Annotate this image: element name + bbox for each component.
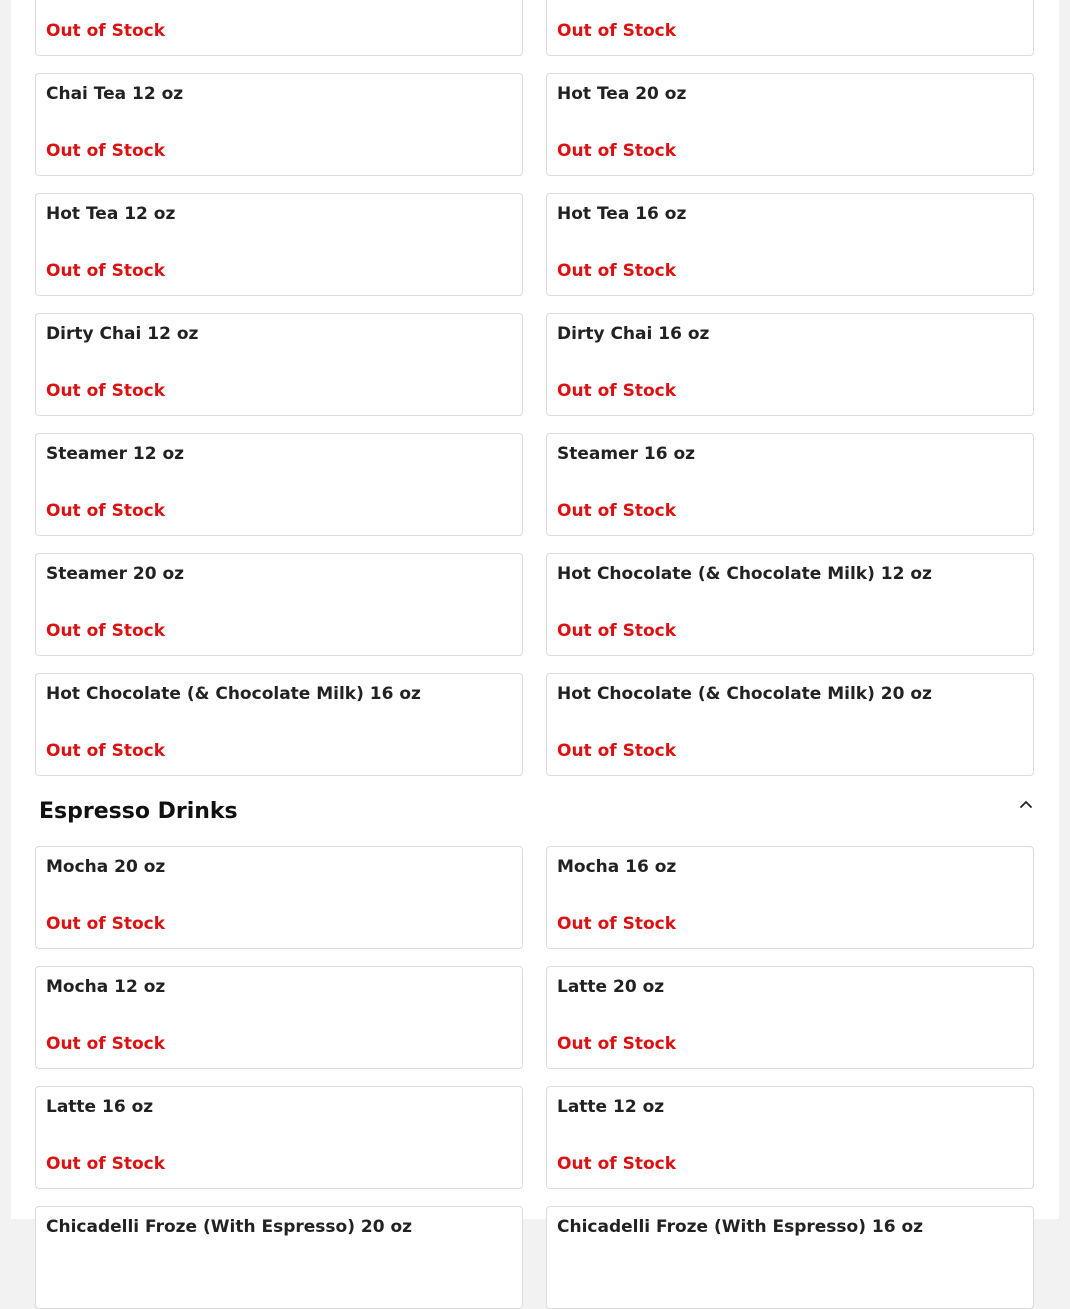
stock-status: Out of Stock [557, 1034, 677, 1054]
stock-status: Out of Stock [557, 741, 677, 761]
menu-item-name: Chicadelli Froze (With Espresso) 20 oz [46, 1217, 413, 1237]
stock-status: Out of Stock [557, 1154, 677, 1174]
menu-item-card[interactable] [546, 313, 1034, 416]
menu-item-name: Latte 20 oz [557, 977, 665, 997]
menu-item-card[interactable] [546, 673, 1034, 776]
section-title: Espresso Drinks [39, 798, 238, 824]
stock-status: Out of Stock [46, 621, 166, 641]
stock-status: Out of Stock [46, 381, 166, 401]
stock-status: Out of Stock [46, 914, 166, 934]
stock-status: Out of Stock [557, 621, 677, 641]
menu-item-card[interactable] [35, 553, 523, 656]
menu-item-card[interactable] [35, 0, 523, 56]
menu-item-name: Hot Tea 20 oz [557, 84, 687, 104]
stock-status: Out of Stock [46, 501, 166, 521]
menu-grid-hot-drinks [35, 0, 1034, 776]
menu-item-name: Chicadelli Froze (With Espresso) 16 oz [557, 1217, 924, 1237]
chevron-up-icon[interactable] [1018, 796, 1034, 812]
menu-item-name: Dirty Chai 16 oz [557, 324, 710, 344]
menu-item-card[interactable] [546, 846, 1034, 949]
menu-item-name: Steamer 16 oz [557, 444, 696, 464]
menu-page [11, 0, 1059, 1237]
stock-status: Out of Stock [557, 141, 677, 161]
menu-item-card[interactable] [35, 966, 523, 1069]
menu-item-name: Hot Chocolate (& Chocolate Milk) 20 oz [557, 684, 932, 704]
menu-item-card[interactable] [35, 1206, 523, 1309]
menu-grid-espresso-drinks [35, 846, 1034, 1309]
menu-item-name: Hot Chocolate (& Chocolate Milk) 12 oz [557, 564, 932, 584]
menu-item-card[interactable] [546, 553, 1034, 656]
menu-item-card[interactable] [546, 73, 1034, 176]
menu-item-card[interactable] [546, 1086, 1034, 1189]
section-header-espresso-drinks[interactable] [39, 790, 1034, 832]
menu-item-name: Dirty Chai 12 oz [46, 324, 199, 344]
stock-status: Out of Stock [46, 261, 166, 281]
menu-item-name: Mocha 16 oz [557, 857, 677, 877]
stock-status: Out of Stock [46, 21, 166, 41]
menu-item-card[interactable] [35, 846, 523, 949]
stock-status: Out of Stock [557, 21, 677, 41]
menu-item-card[interactable] [546, 193, 1034, 296]
menu-item-name: Hot Chocolate (& Chocolate Milk) 16 oz [46, 684, 421, 704]
stock-status: Out of Stock [46, 1154, 166, 1174]
menu-item-card[interactable] [35, 1086, 523, 1189]
stock-status: Out of Stock [46, 141, 166, 161]
menu-item-name: Steamer 12 oz [46, 444, 185, 464]
stock-status: Out of Stock [46, 741, 166, 761]
stock-status: Out of Stock [557, 381, 677, 401]
menu-item-card[interactable] [35, 193, 523, 296]
stock-status: Out of Stock [557, 261, 677, 281]
menu-item-name: Hot Tea 12 oz [46, 204, 176, 224]
menu-item-card[interactable] [35, 673, 523, 776]
menu-item-name: Chai Tea 12 oz [46, 84, 184, 104]
stock-status: Out of Stock [557, 501, 677, 521]
menu-item-card[interactable] [546, 433, 1034, 536]
menu-item-card[interactable] [546, 0, 1034, 56]
menu-item-name: Latte 16 oz [46, 1097, 154, 1117]
menu-item-card[interactable] [35, 313, 523, 416]
stock-status: Out of Stock [557, 914, 677, 934]
menu-item-card[interactable] [35, 433, 523, 536]
stock-status: Out of Stock [46, 1034, 166, 1054]
menu-item-card[interactable] [546, 1206, 1034, 1309]
menu-item-card[interactable] [546, 966, 1034, 1069]
menu-item-name: Steamer 20 oz [46, 564, 185, 584]
menu-item-card[interactable] [35, 73, 523, 176]
menu-item-name: Mocha 12 oz [46, 977, 166, 997]
menu-item-name: Mocha 20 oz [46, 857, 166, 877]
menu-item-name: Latte 12 oz [557, 1097, 665, 1117]
menu-item-name: Hot Tea 16 oz [557, 204, 687, 224]
